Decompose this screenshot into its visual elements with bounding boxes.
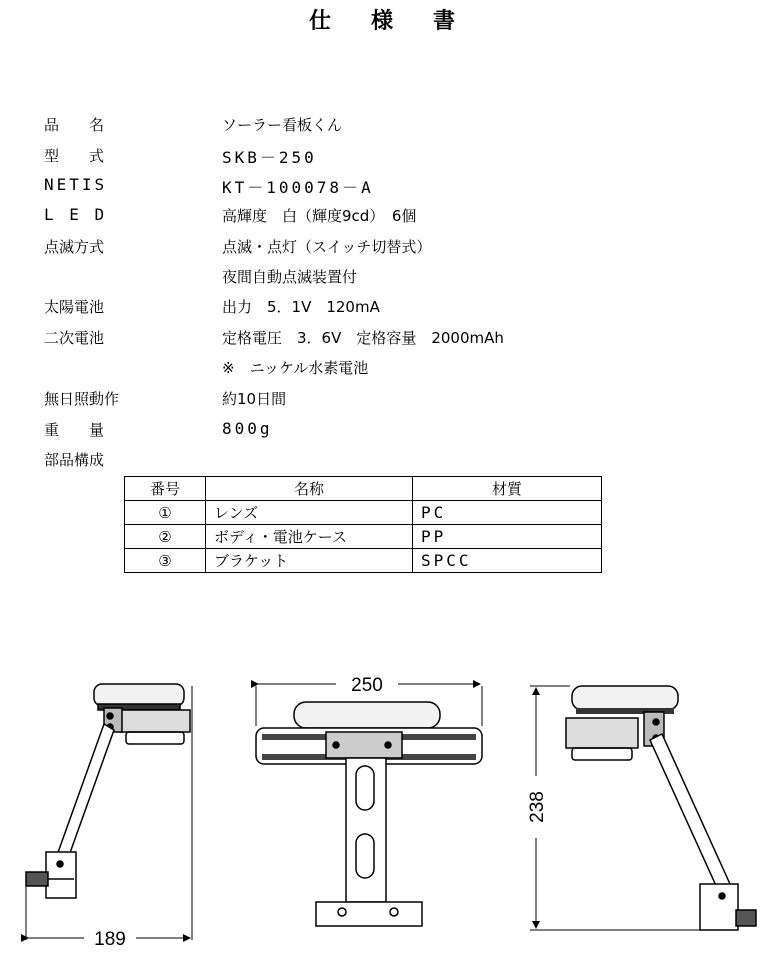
- part-name: ボディ・電池ケース: [206, 525, 413, 549]
- parts-table: [124, 476, 602, 573]
- spec-row-no-sun: [44, 388, 744, 416]
- parts-table-header: [125, 477, 602, 501]
- spec-value: KT－100078－A: [222, 178, 374, 197]
- spec-row-led: [44, 205, 744, 233]
- part-number: ①: [125, 501, 206, 525]
- spec-value: 定格電圧 3．6V 定格容量 2000mAh: [222, 329, 504, 347]
- spec-value: 約10日間: [222, 390, 287, 408]
- dimension-width-label: 250: [351, 675, 383, 696]
- spec-value: 夜間自動点滅装置付: [222, 268, 358, 286]
- spec-row-model: [44, 145, 744, 173]
- header-name: 名称: [206, 477, 413, 501]
- spec-value: 点滅・点灯（スイッチ切替式）: [222, 238, 432, 256]
- table-row: [125, 549, 602, 573]
- dimension-height-label: 238: [527, 791, 548, 823]
- document-title: [0, 4, 768, 35]
- dimension-depth-label: 189: [94, 929, 126, 950]
- spec-row-name: [44, 114, 744, 142]
- spec-label: 品 名: [44, 116, 105, 134]
- spec-label: 型 式: [44, 147, 105, 165]
- title-char-1: 仕: [308, 9, 335, 34]
- spec-value: 出力 5．1V 120mA: [222, 298, 380, 316]
- spec-row-netis: [44, 175, 744, 203]
- spec-row-solar: [44, 296, 744, 324]
- table-row: [125, 525, 602, 549]
- part-material: PP: [413, 525, 602, 549]
- spec-row-battery-note: [44, 357, 744, 385]
- spec-label: 重 量: [44, 421, 105, 439]
- spec-label: L E D: [44, 205, 108, 224]
- side-view-left-drawing: [26, 684, 192, 940]
- header-material: 材質: [413, 477, 602, 501]
- part-number: ③: [125, 549, 206, 573]
- spec-value: 高輝度 白（輝度9cd） 6個: [222, 207, 417, 225]
- spec-value: ※ ニッケル水素電池: [222, 359, 369, 377]
- dimension-height: [527, 688, 548, 928]
- spec-row-blink-mode: [44, 236, 744, 264]
- dimension-width: [258, 675, 480, 696]
- spec-label: 太陽電池: [44, 298, 105, 316]
- part-number: ②: [125, 525, 206, 549]
- spec-label: NETIS: [44, 175, 108, 194]
- title-char-2: 様: [370, 9, 397, 34]
- front-view-drawing: [256, 686, 482, 926]
- spec-row-blink-mode-note: [44, 266, 744, 294]
- spec-value: SKB－250: [222, 148, 317, 167]
- parts-heading: 部品構成: [44, 451, 105, 469]
- spec-label: 無日照動作: [44, 390, 120, 408]
- side-view-right-drawing: [530, 686, 756, 930]
- spec-row-weight: [44, 419, 744, 447]
- title-char-3: 書: [433, 9, 460, 34]
- dimension-depth: [28, 929, 190, 950]
- table-row: [125, 501, 602, 525]
- spec-row-parts-heading: [44, 449, 744, 477]
- part-name: レンズ: [206, 501, 413, 525]
- part-material: PC: [413, 501, 602, 525]
- technical-drawings: [0, 600, 768, 962]
- part-material: SPCC: [413, 549, 602, 573]
- spec-value: 800g: [222, 419, 273, 438]
- spec-label: 二次電池: [44, 329, 105, 347]
- header-number: 番号: [125, 477, 206, 501]
- spec-value: ソーラー看板くん: [222, 116, 343, 134]
- part-name: ブラケット: [206, 549, 413, 573]
- spec-row-battery: [44, 327, 744, 355]
- spec-label: 点滅方式: [44, 238, 105, 256]
